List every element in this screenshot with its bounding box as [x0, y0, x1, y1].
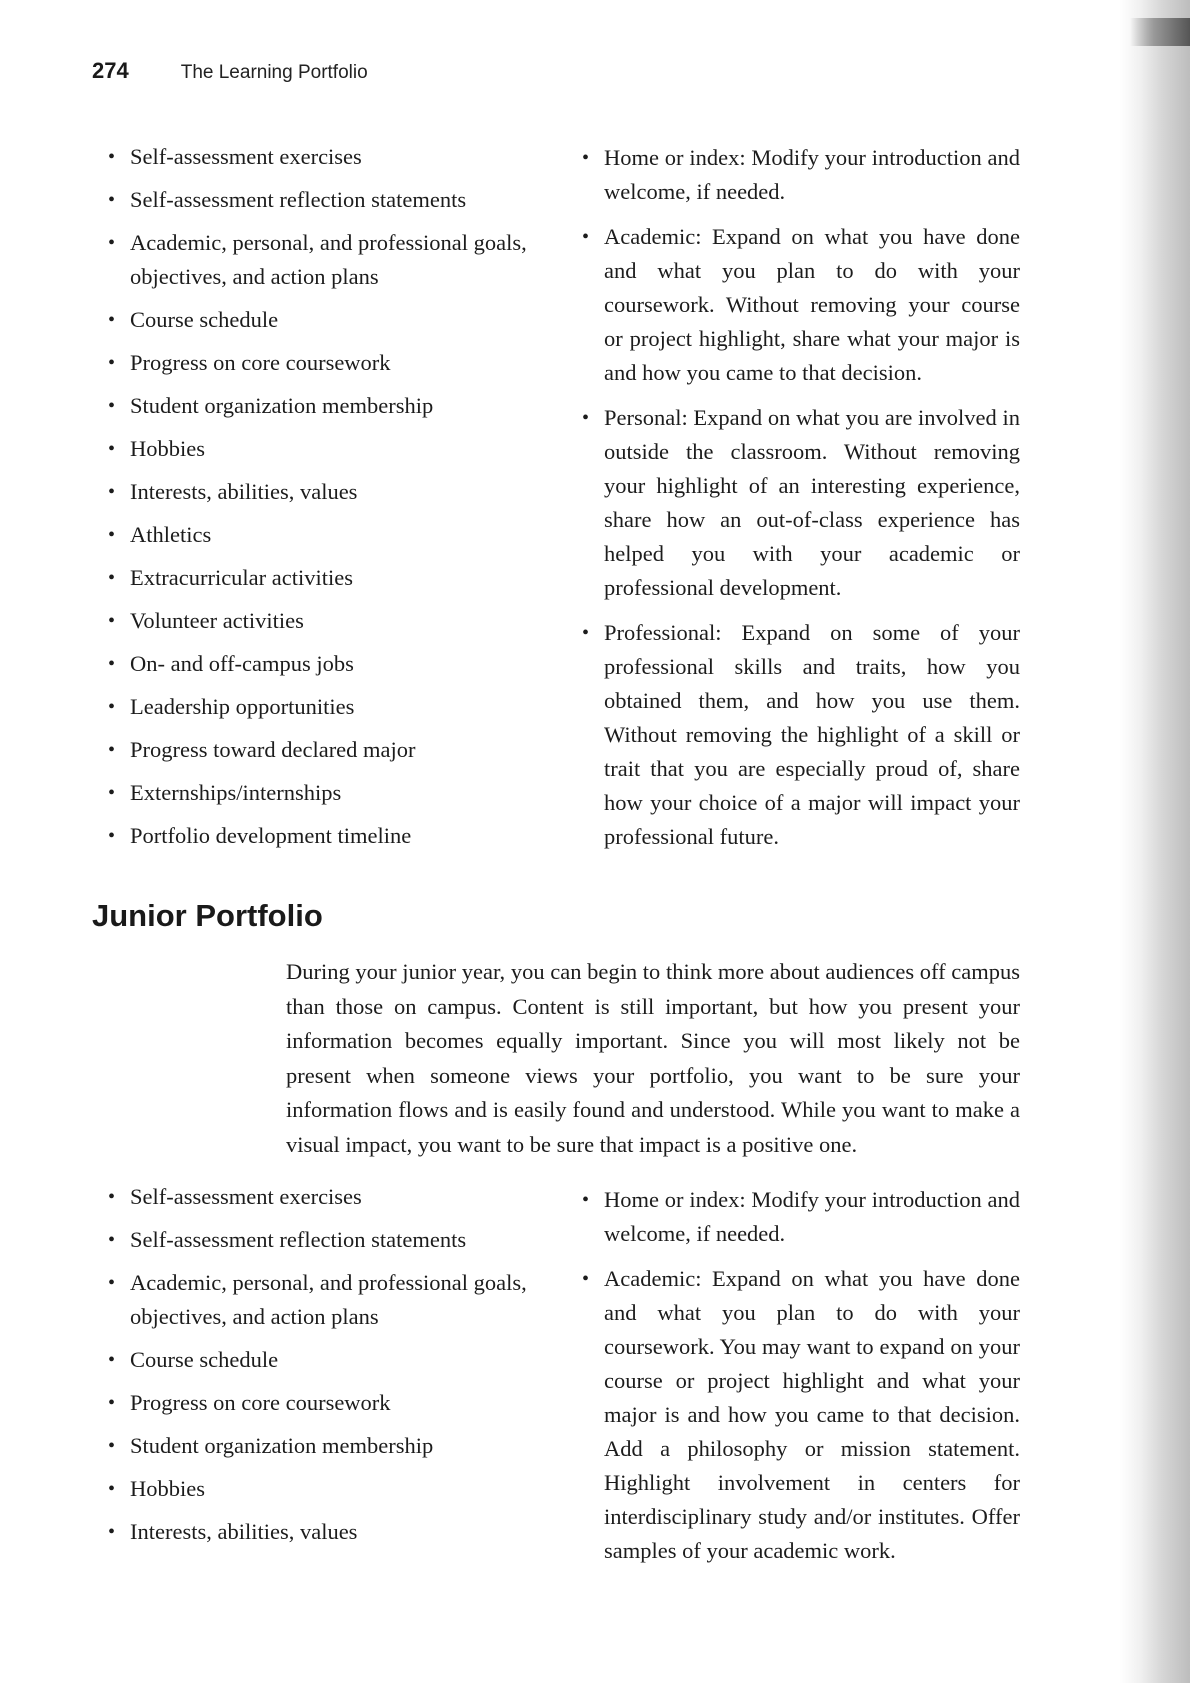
list-item: • Academic: Expand on what you have done and what you plan to do with your coursework. Without removing your course or project highlight, share what your major is and how you came to that decision.: [582, 220, 1020, 390]
page-header: [92, 58, 368, 90]
page-number: 274: [92, 58, 129, 83]
list-item: • Academic, personal, and professional goals, objectives, and action plans: [108, 1266, 548, 1334]
list-item: • Self-assessment exercises: [108, 140, 548, 174]
list-item: • Volunteer activities: [108, 604, 548, 638]
running-title: The Learning Portfolio: [180, 62, 368, 83]
list-item: • Interests, abilities, values: [108, 475, 548, 509]
list-item: • Professional: Expand on some of your professional skills and traits, how you obtained them, and how you use them. Without removing the highlight of a skill or trait that you are especially proud of, share how your choice of a major will impact your professional future.: [582, 616, 1020, 854]
list-item: • Home or index: Modify your introduction and welcome, if needed.: [582, 1183, 1020, 1251]
list-item: • Academic, personal, and professional goals, objectives, and action plans: [108, 226, 548, 294]
list-item: • Externships/internships: [108, 776, 548, 810]
list-item: • Extracurricular activities: [108, 561, 548, 595]
list-item: • Course schedule: [108, 303, 548, 337]
list-item: • Progress on core coursework: [108, 346, 548, 380]
list-item: • Interests, abilities, values: [108, 1515, 548, 1549]
list-item: • Self-assessment reflection statements: [108, 1223, 548, 1257]
section-heading: Junior Portfolio: [92, 898, 323, 933]
binding-shadow: [1130, 18, 1190, 46]
junior-right-list: [582, 1183, 1020, 1579]
list-item: • Student organization membership: [108, 1429, 548, 1463]
list-item: • Athletics: [108, 518, 548, 552]
list-item: • Hobbies: [108, 1472, 548, 1506]
list-item: • Hobbies: [108, 432, 548, 466]
list-item: • Student organization membership: [108, 389, 548, 423]
sophomore-left-list: [108, 140, 548, 862]
list-item: • On- and off-campus jobs: [108, 647, 548, 681]
intro-paragraph: During your junior year, you can begin to think more about audiences off campus than those on campus. Content is still important, but how you present your information becomes equally important. Since you will most likely not be present when someone views your portfolio, you want to be sure your information flows and is easily found and understood. While you want to make a visual impact, you want to be sure that impact is a positive one.: [286, 959, 1020, 1157]
sophomore-right-list: [582, 141, 1020, 865]
list-item: • Portfolio development timeline: [108, 819, 548, 853]
list-item: • Home or index: Modify your introduction and welcome, if needed.: [582, 141, 1020, 209]
list-item: • Academic: Expand on what you have done and what you plan to do with your coursework. You may want to expand on your course or project highlight and what your major is and how you came to that decision. Add a philosophy or mission statement. Highlight involvement in centers for interdisciplinary study and/or institutes. Offer samples of your academic work.: [582, 1262, 1020, 1568]
list-item: • Progress toward declared major: [108, 733, 548, 767]
list-item: • Personal: Expand on what you are involved in outside the classroom. Without removing your highlight of an interesting experience, share how an out-of-class experience has helped you with your academic or professional development.: [582, 401, 1020, 605]
list-item: • Progress on core coursework: [108, 1386, 548, 1420]
list-item: • Self-assessment reflection statements: [108, 183, 548, 217]
page-binding-edge: [1120, 0, 1190, 1683]
junior-left-list: [108, 1180, 548, 1558]
list-item: • Self-assessment exercises: [108, 1180, 548, 1214]
list-item: • Leadership opportunities: [108, 690, 548, 724]
list-item: • Course schedule: [108, 1343, 548, 1377]
